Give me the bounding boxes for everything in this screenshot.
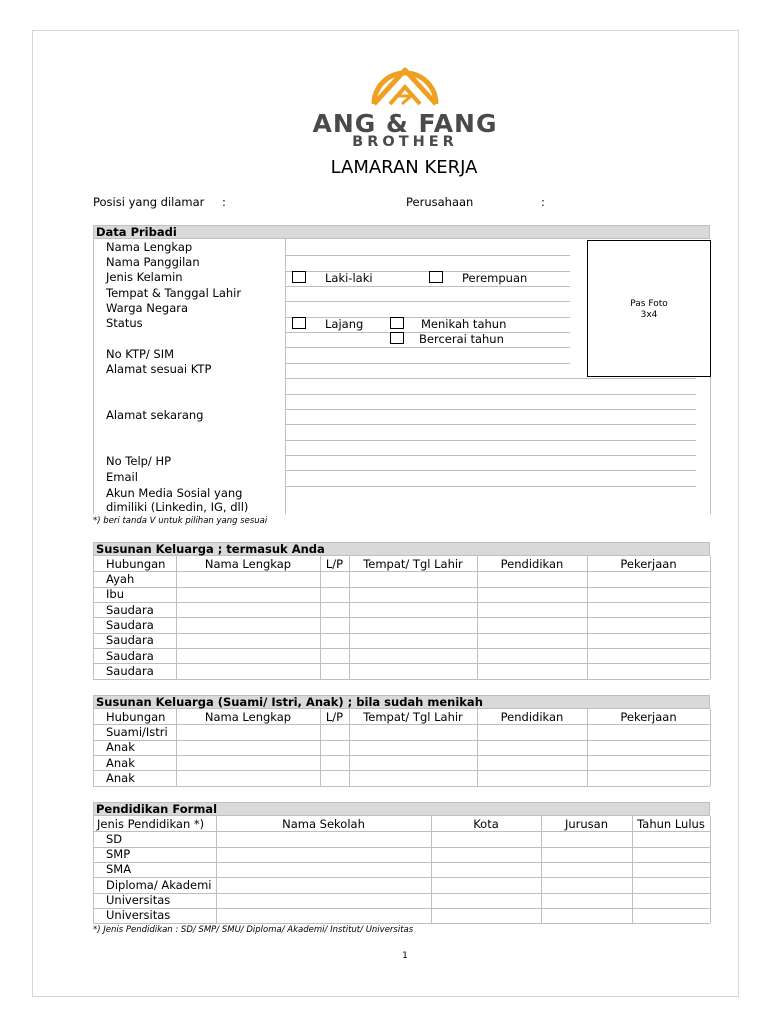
keluarga-menikah-column-header: Pekerjaan (620, 710, 677, 724)
keluarga-cell[interactable] (321, 603, 348, 616)
row-divider (93, 679, 710, 680)
data-pribadi-input[interactable] (286, 394, 696, 408)
keluarga-menikah-cell[interactable] (350, 771, 476, 784)
keluarga-cell[interactable] (350, 664, 476, 677)
pendidikan-row-label: Universitas (106, 893, 171, 907)
keluarga-cell[interactable] (350, 649, 476, 662)
gender-female-label: Perempuan (462, 271, 528, 285)
keluarga-column-header: Pekerjaan (620, 557, 677, 571)
column-divider (93, 816, 94, 923)
pendidikan-cell[interactable] (217, 832, 430, 845)
gender-male-checkbox[interactable] (292, 271, 306, 283)
data-pribadi-heading: Data Pribadi (93, 225, 710, 239)
keluarga-menikah-cell[interactable] (321, 741, 348, 754)
pendidikan-row-label: Diploma/ Akademi (106, 877, 212, 892)
keluarga-row-label: Saudara (106, 648, 154, 663)
pendidikan-cell[interactable] (633, 863, 709, 876)
keluarga-menikah-cell[interactable] (177, 725, 319, 738)
keluarga-cell[interactable] (321, 588, 348, 601)
keluarga-cell[interactable] (588, 603, 709, 616)
pendidikan-cell[interactable] (217, 878, 430, 891)
keluarga-menikah-cell[interactable] (177, 741, 319, 754)
keluarga-row-label: Saudara (106, 663, 154, 678)
data-pribadi-label: No KTP/ SIM (106, 346, 175, 361)
keluarga-row-label: Ibu (106, 587, 124, 602)
data-pribadi-input[interactable] (286, 347, 570, 361)
data-pribadi-label: No Telp/ HP (106, 454, 172, 469)
photo-label-1: Pas Foto (630, 299, 668, 309)
pendidikan-column-header: Jenis Pendidikan *) (97, 817, 205, 831)
brand-name: ANG & FANG (312, 109, 498, 138)
posisi-colon: : (222, 195, 226, 209)
pendidikan-cell[interactable] (633, 894, 709, 907)
keluarga-cell[interactable] (478, 664, 586, 677)
pendidikan-column-header: Tahun Lulus (637, 817, 705, 831)
keluarga-cell[interactable] (177, 649, 319, 662)
data-pribadi-input[interactable] (286, 301, 570, 315)
pendidikan-column-header: Jurusan (564, 817, 609, 831)
pendidikan-row-label: SMA (106, 862, 132, 877)
status-married-checkbox[interactable] (390, 317, 404, 329)
data-pribadi-label: Nama Lengkap (106, 239, 193, 254)
pendidikan-cell[interactable] (432, 894, 540, 907)
keluarga-cell[interactable] (350, 634, 476, 647)
status-divorced-checkbox[interactable] (390, 332, 404, 344)
keluarga-cell[interactable] (588, 649, 709, 662)
data-pribadi-label: Warga Negara (106, 300, 189, 315)
data-pribadi-label: Alamat sekarang (106, 408, 204, 423)
table-border (710, 377, 711, 514)
keluarga-menikah-cell[interactable] (177, 771, 319, 784)
keluarga-cell[interactable] (177, 618, 319, 631)
keluarga-cell[interactable] (177, 572, 319, 585)
status-married-label: Menikah tahun (421, 317, 507, 331)
pendidikan-cell[interactable] (542, 863, 631, 876)
keluarga-row-label: Saudara (106, 617, 154, 632)
keluarga-cell[interactable] (321, 618, 348, 631)
company-logo-icon (366, 58, 444, 110)
keluarga-column-header: Pendidikan (500, 557, 564, 571)
pendidikan-row-label: SD (106, 831, 123, 846)
column-divider (710, 556, 711, 679)
keluarga-menikah-row-label: Anak (106, 770, 135, 785)
data-pribadi-label: Tempat & Tanggal Lahir (106, 285, 242, 300)
keluarga-menikah-column-header: L/P (325, 710, 344, 724)
keluarga-cell[interactable] (478, 618, 586, 631)
keluarga-menikah-cell[interactable] (350, 756, 476, 769)
keluarga-cell[interactable] (478, 572, 586, 585)
data-pribadi-input[interactable] (286, 240, 570, 254)
data-pribadi-input[interactable] (286, 424, 696, 438)
keluarga-cell[interactable] (588, 572, 709, 585)
keluarga-cell[interactable] (588, 618, 709, 631)
keluarga-menikah-heading: Susunan Keluarga (Suami/ Istri, Anak) ; bila sudah menikah (93, 695, 710, 709)
pendidikan-column-header: Nama Sekolah (282, 817, 365, 831)
photo-label-2: 3x4 (640, 310, 658, 320)
data-pribadi-input[interactable] (286, 409, 696, 423)
pendidikan-heading: Pendidikan Formal (93, 802, 710, 816)
keluarga-menikah-cell[interactable] (478, 725, 586, 738)
data-pribadi-input[interactable] (286, 470, 696, 484)
pendidikan-cell[interactable] (432, 848, 540, 861)
keluarga-cell[interactable] (177, 664, 319, 677)
keluarga-cell[interactable] (177, 603, 319, 616)
document-title: LAMARAN KERJA (330, 157, 478, 178)
keluarga-cell[interactable] (588, 634, 709, 647)
data-pribadi-input[interactable] (286, 255, 570, 269)
keluarga-column-header: Tempat/ Tgl Lahir (363, 557, 463, 571)
keluarga-menikah-cell[interactable] (588, 756, 709, 769)
keluarga-menikah-cell[interactable] (321, 756, 348, 769)
pendidikan-cell[interactable] (542, 909, 631, 922)
data-pribadi-label: Nama Panggilan (106, 254, 200, 269)
row-divider (93, 923, 710, 924)
pendidikan-cell[interactable] (432, 832, 540, 845)
keluarga-cell[interactable] (177, 588, 319, 601)
data-pribadi-input[interactable] (286, 440, 696, 454)
keluarga-cell[interactable] (350, 588, 476, 601)
pendidikan-cell[interactable] (633, 878, 709, 891)
gender-male-label: Laki-laki (325, 271, 373, 285)
keluarga-menikah-cell[interactable] (478, 756, 586, 769)
column-divider (710, 816, 711, 923)
keluarga-menikah-cell[interactable] (588, 771, 709, 784)
social-media-input[interactable] (286, 486, 710, 513)
keluarga-cell[interactable] (478, 588, 586, 601)
pendidikan-cell[interactable] (542, 848, 631, 861)
social-media-label-2: dimiliki (Linkedin, IG, dll) (106, 500, 249, 514)
pendidikan-cell[interactable] (217, 848, 430, 861)
keluarga-menikah-cell[interactable] (350, 725, 476, 738)
data-pribadi-input[interactable] (286, 286, 570, 300)
keluarga-cell[interactable] (478, 603, 586, 616)
keluarga-column-header: L/P (325, 557, 344, 571)
pendidikan-column-header: Kota (473, 817, 499, 831)
pendidikan-cell[interactable] (542, 878, 631, 891)
pendidikan-cell[interactable] (633, 832, 709, 845)
page-number: 1 (402, 951, 408, 961)
status-divorced-label: Bercerai tahun (419, 332, 504, 346)
keluarga-cell[interactable] (177, 634, 319, 647)
keluarga-cell[interactable] (321, 634, 348, 647)
pendidikan-row-label: SMP (106, 847, 131, 862)
posisi-label: Posisi yang dilamar (93, 195, 205, 209)
pendidikan-cell[interactable] (217, 909, 430, 922)
status-single-label: Lajang (325, 317, 364, 331)
row-divider (93, 786, 710, 787)
keluarga-menikah-cell[interactable] (588, 725, 709, 738)
column-divider (710, 709, 711, 786)
keluarga-menikah-cell[interactable] (321, 725, 348, 738)
keluarga-menikah-cell[interactable] (588, 741, 709, 754)
data-pribadi-label: Jenis Kelamin (106, 270, 183, 285)
data-pribadi-label: Status (106, 316, 143, 331)
pendidikan-row-label: Universitas (106, 908, 171, 923)
keluarga-cell[interactable] (350, 572, 476, 585)
pendidikan-cell[interactable] (217, 894, 430, 907)
table-border (93, 239, 94, 514)
keluarga-cell[interactable] (478, 649, 586, 662)
pendidikan-cell[interactable] (432, 878, 540, 891)
gender-female-checkbox[interactable] (429, 271, 443, 283)
keluarga-column-header: Hubungan (106, 557, 166, 571)
keluarga-heading: Susunan Keluarga ; termasuk Anda (93, 542, 710, 556)
data-pribadi-note: *) beri tanda V untuk pilihan yang sesuai (93, 516, 268, 526)
keluarga-menikah-column-header: Nama Lengkap (204, 710, 292, 724)
data-pribadi-label: Alamat sesuai KTP (106, 362, 212, 377)
keluarga-menikah-cell[interactable] (478, 741, 586, 754)
keluarga-menikah-cell[interactable] (321, 771, 348, 784)
keluarga-menikah-row-label: Anak (106, 755, 135, 770)
pendidikan-cell[interactable] (542, 832, 631, 845)
keluarga-column-header: Nama Lengkap (204, 557, 292, 571)
perusahaan-label: Perusahaan (406, 195, 474, 209)
pendidikan-cell[interactable] (432, 863, 540, 876)
keluarga-cell[interactable] (588, 664, 709, 677)
status-single-checkbox[interactable] (292, 317, 306, 329)
data-pribadi-input[interactable] (286, 455, 696, 469)
keluarga-row-label: Saudara (106, 633, 154, 648)
pendidikan-cell[interactable] (633, 848, 709, 861)
keluarga-menikah-row-label: Anak (106, 740, 135, 755)
social-media-label-1: Akun Media Sosial yang (106, 486, 243, 500)
keluarga-menikah-column-header: Hubungan (106, 710, 166, 724)
pendidikan-note: *) Jenis Pendidikan : SD/ SMP/ SMU/ Diploma/ Akademi/ Institut/ Universitas (93, 925, 414, 935)
pendidikan-cell[interactable] (217, 863, 430, 876)
keluarga-cell[interactable] (321, 664, 348, 677)
keluarga-cell[interactable] (350, 603, 476, 616)
keluarga-cell[interactable] (588, 588, 709, 601)
keluarga-cell[interactable] (478, 634, 586, 647)
keluarga-row-label: Saudara (106, 602, 154, 617)
keluarga-menikah-cell[interactable] (177, 756, 319, 769)
data-pribadi-input[interactable] (286, 378, 696, 392)
brand-subname: BROTHER (352, 134, 458, 150)
keluarga-cell[interactable] (350, 618, 476, 631)
keluarga-row-label: Ayah (106, 571, 135, 586)
keluarga-cell[interactable] (321, 649, 348, 662)
pendidikan-cell[interactable] (633, 909, 709, 922)
keluarga-menikah-cell[interactable] (478, 771, 586, 784)
photo-box (587, 240, 711, 377)
keluarga-menikah-column-header: Tempat/ Tgl Lahir (363, 710, 463, 724)
keluarga-menikah-column-header: Pendidikan (500, 710, 564, 724)
pendidikan-cell[interactable] (432, 909, 540, 922)
data-pribadi-label: Email (106, 469, 138, 484)
perusahaan-colon: : (541, 195, 545, 209)
pendidikan-cell[interactable] (542, 894, 631, 907)
keluarga-menikah-row-label: Suami/Istri (106, 724, 168, 739)
keluarga-menikah-cell[interactable] (350, 741, 476, 754)
keluarga-cell[interactable] (321, 572, 348, 585)
